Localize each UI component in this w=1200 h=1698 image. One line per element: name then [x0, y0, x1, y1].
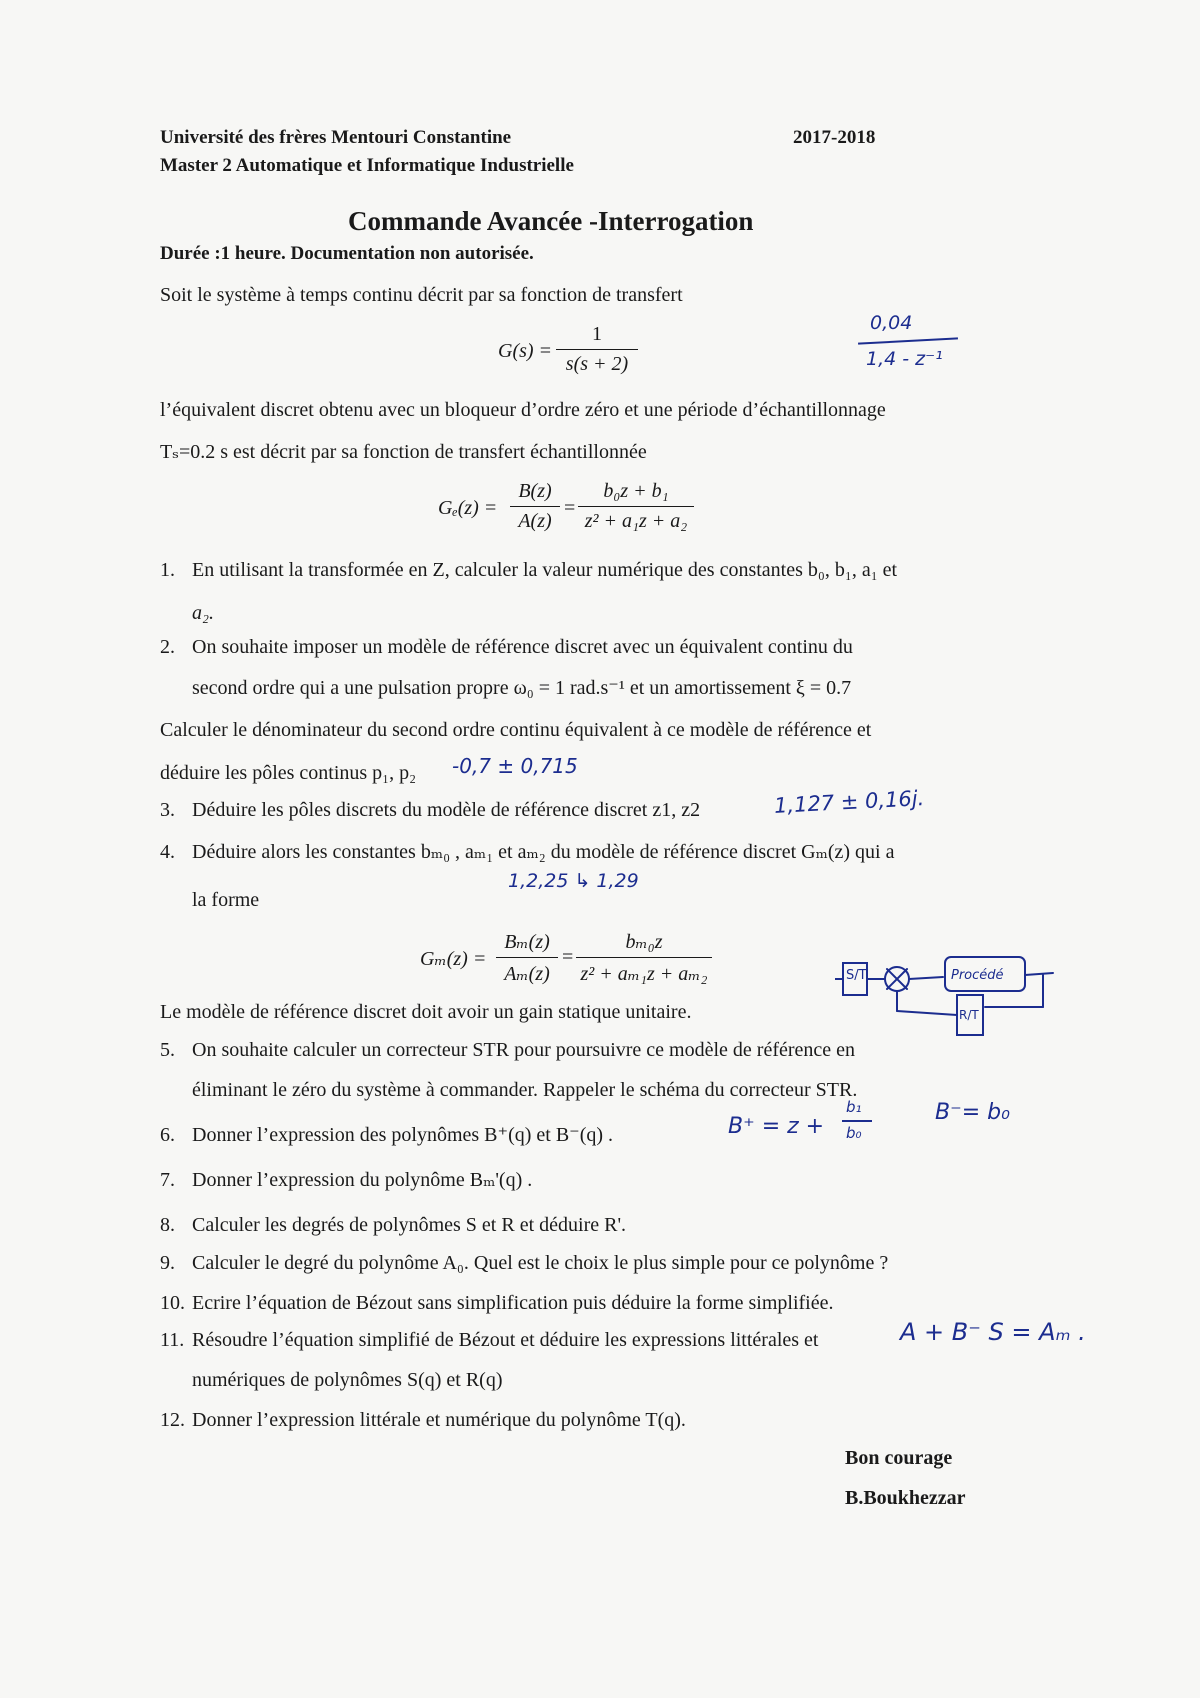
- intro-text: Soit le système à temps continu décrit par sa fonction de transfert: [160, 284, 683, 306]
- closing-text: Bon courage: [845, 1447, 953, 1469]
- handwritten-str-diagram: [835, 935, 1060, 1045]
- academic-year: 2017-2018: [793, 127, 876, 148]
- program-name: Master 2 Automatique et Informatique Industrielle: [160, 155, 574, 176]
- handwritten-bplus-num: b₁: [846, 1098, 862, 1116]
- handwritten-bplus-den: b₀: [846, 1124, 862, 1142]
- question-2: 2. On souhaite imposer un modèle de référence discret avec un équivalent continu du: [160, 636, 853, 658]
- handwritten-constants: 1,2,25 ↳ 1,29: [508, 870, 639, 892]
- equation-Gd-den1: A(z): [518, 510, 552, 532]
- equation-Gm-num2: bₘ₀z: [625, 931, 663, 953]
- question-5-cont: éliminant le zéro du système à commander. Rappeler le schéma du correcteur STR.: [192, 1079, 858, 1101]
- question-1-cont: a₂.: [192, 602, 214, 624]
- diagram-r-block: R/T: [959, 1008, 979, 1022]
- equation-Gm-fraction2: [576, 929, 712, 986]
- handwritten-bezout: A + B⁻ S = Aₘ .: [900, 1318, 1086, 1346]
- equation-Gm-num1: Bₘ(z): [504, 931, 550, 953]
- question-10: 10. Ecrire l’équation de Bézout sans simplification puis déduire la forme simplifiée.: [160, 1292, 834, 1314]
- discrete-text-line2: Tₛ=0.2 s est décrit par sa fonction de transfert échantillonnée: [160, 441, 647, 463]
- question-4-cont: la forme: [192, 889, 260, 911]
- equation-Gd-num1: B(z): [518, 480, 552, 502]
- equation-Gd-lhs: Gₑ(z) =: [438, 497, 498, 519]
- question-1: 1. En utilisant la transformée en Z, calculer la valeur numérique des constantes b₀, b₁, a₁ et: [160, 559, 898, 581]
- gain-text: Le modèle de référence discret doit avoir un gain statique unitaire.: [160, 1001, 692, 1023]
- handwritten-discrete-poles: 1,127 ± 0,16j.: [773, 786, 925, 818]
- handwritten-bplus-lhs: B⁺ = z +: [728, 1114, 825, 1139]
- handwritten-poles: -0,7 ± 0,715: [452, 754, 578, 778]
- exam-page: Université des frères Mentouri Constantine Master 2 Automatique et Informatique Industrielle 2017-2018 Commande Avancée -Interrogation Durée :1 heure. Documentation non autorisée. Soit le système à temps continu décrit par sa fonction de transfert G(s) = 1 s(s + 2) 0,04 1,4 - z⁻¹ l’équivalent discret obtenu avec un bloqueur d’ordre zéro et une période d’échantillonnage Tₛ=0.2 s est décrit par sa fonction de transfert échantillonnée Gₑ(z) = B(z) A(z) = b₀z + b₁ z² + a₁z + a₂ 1. En utilisant la transformée en Z, calculer la valeur numérique des constantes b₀, b₁, a₁ et a₂. 2. On souhaite imposer un modèle de référence discret avec un équivalent continu du second ordre qui a une pulsation propre ω₀ = 1 rad.s⁻¹ et un amortissement ξ = 0.7 Calculer le dénominateur du second ordre continu équivalent à ce modèle de référence et déduire les pôles continus p₁, p₂ -0,7 ± 0,715 3. Déduire les pôles discrets du modèle de référence discret z1, z2 1,127 ± 0,16j. 4. Déduire alors les constantes bₘ₀ , aₘ₁ et aₘ₂ du modèle de référence discret Gₘ(z) qui a la forme 1,2,25 ↳ 1,29 Gₘ(z) = Bₘ(z) Aₘ(z) = bₘ₀z z² + aₘ₁z + aₘ₂ S/T Procédé R/T Le modèle de référence discret doit avoir un gain statique unitaire. 5. On souhaite calculer un correcteur STR pour poursuivre ce modèle de référence en éliminant le zéro du système à commander. Rappeler le schéma du correcteur STR. 6. Donner l’expression des polynômes B⁺(q) et B⁻(q) . B⁺ = z + b₁ b₀ B⁻= b₀ 7. Donner l’expression du polynôme Bₘ'(q) . 8. Calculer les degrés de polynômes S et R et déduire R'. 9. Calculer le degré du polynôme A₀. Quel est le choix le plus simple pour ce polynôme ? 10. Ecrire l’équation de Bézout sans simplification puis déduire la forme simplifiée. 11. Résoudre l’équation simplifié de Bézout et déduire les expressions littérales et A + B⁻ S = Aₘ . numériques de polynômes S(q) et R(q) 12. Donner l’expression littérale et numérique du polynôme T(q). Bon courage B.Boukhezzar: [0, 0, 1200, 1698]
- exam-title: Commande Avancée -Interrogation: [348, 206, 754, 236]
- question-4: 4. Déduire alors les constantes bₘ₀ , aₘ₁ et aₘ₂ du modèle de référence discret Gₘ(z) qui a: [160, 841, 895, 863]
- question-12: 12. Donner l’expression littérale et numérique du polynôme T(q).: [160, 1409, 686, 1431]
- equation-Gm-fraction1: [496, 929, 558, 986]
- university-name: Université des frères Mentouri Constantine: [160, 127, 512, 148]
- exam-duration: Durée :1 heure. Documentation non autorisée.: [160, 243, 534, 264]
- question-8: 8. Calculer les degrés de polynômes S et R et déduire R'.: [160, 1214, 627, 1236]
- equation-Gd-fraction2: [578, 480, 694, 533]
- question-7: 7. Donner l’expression du polynôme Bₘ'(q) .: [160, 1169, 533, 1191]
- calc-text-line1: Calculer le dénominateur du second ordre continu équivalent à ce modèle de référence et: [160, 719, 872, 741]
- question-2-cont: second ordre qui a une pulsation propre ω₀ = 1 rad.s⁻¹ et un amortissement ξ = 0.7: [192, 677, 852, 699]
- question-11-cont: numériques de polynômes S(q) et R(q): [192, 1369, 503, 1391]
- equation-G-denominator: s(s + 2): [565, 353, 629, 375]
- diagram-s-block: S/T: [846, 968, 867, 983]
- equation-G-fraction: [556, 323, 638, 376]
- handwritten-note-G-numerator: 0,04: [870, 312, 913, 334]
- diagram-plant-block: Procédé: [951, 968, 1004, 983]
- question-6: 6. Donner l’expression des polynômes B⁺(q) et B⁻(q) .: [160, 1124, 614, 1146]
- discrete-text-line1: l’équivalent discret obtenu avec un bloqueur d’ordre zéro et une période d’échantillonnage: [160, 399, 886, 421]
- question-11: 11. Résoudre l’équation simplifié de Bézout et déduire les expressions littérales et: [160, 1329, 819, 1351]
- equation-Gd-den2: z² + a₁z + a₂: [584, 510, 688, 532]
- question-5: 5. On souhaite calculer un correcteur STR pour poursuivre ce modèle de référence en: [160, 1039, 856, 1061]
- question-9: 9. Calculer le degré du polynôme A₀. Quel est le choix le plus simple pour ce polynôme ?: [160, 1252, 889, 1274]
- equation-Gm-lhs: Gₘ(z) =: [420, 948, 487, 970]
- handwritten-note-G-denominator: 1,4 - z⁻¹: [866, 348, 943, 370]
- calc-text-line2: déduire les pôles continus p₁, p₂: [160, 762, 417, 784]
- equation-Gd-fraction1: [510, 480, 560, 533]
- author-name: B.Boukhezzar: [845, 1487, 966, 1509]
- equation-Gm-den2: z² + aₘ₁z + aₘ₂: [580, 963, 708, 985]
- equation-Gm-den1: Aₘ(z): [504, 963, 550, 985]
- handwritten-bminus: B⁻= b₀: [935, 1100, 1010, 1125]
- equation-G-lhs: G(s) =: [498, 340, 553, 362]
- equation-G-numerator: 1: [592, 323, 602, 345]
- question-3: 3. Déduire les pôles discrets du modèle de référence discret z1, z2: [160, 799, 701, 821]
- equation-Gd-num2: b₀z + b₁: [603, 480, 669, 502]
